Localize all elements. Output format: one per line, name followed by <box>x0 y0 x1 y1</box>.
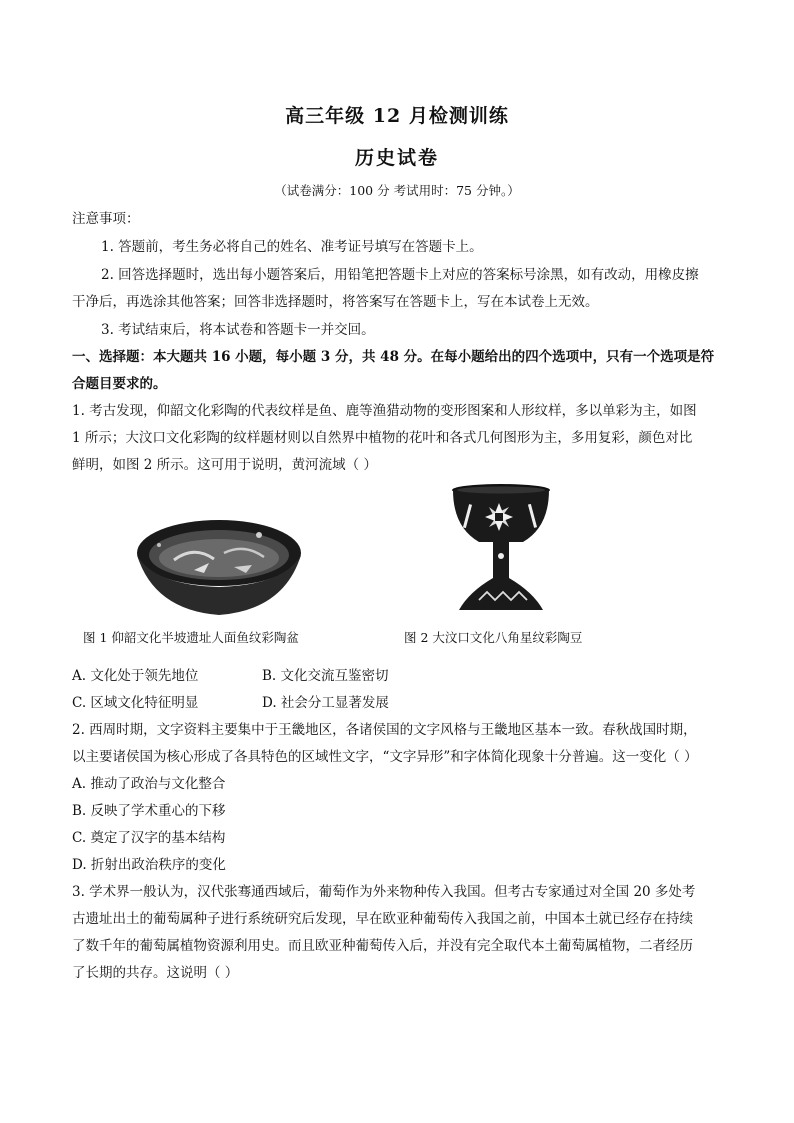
notice-heading: 注意事项： <box>72 211 140 227</box>
q2-text-line2: 以主要诸侯国为核心形成了各具特色的区域性文字，“文字异形”和字体简化现象十分普遍。这一变化（ ） <box>72 749 698 765</box>
q1-text-line1: 1. 考古发现，仰韶文化彩陶的代表纹样是鱼、鹿等渔猎动物的变形图案和人形纹样，多以单彩为主，如图 <box>72 403 697 419</box>
page-title: 高三年级 12 月检测训练 <box>285 105 509 127</box>
figure-2-caption: 图 2 大汶口文化八角星纹彩陶豆 <box>404 630 583 645</box>
q3-text-line1: 3. 学术界一般认为，汉代张骞通西域后，葡萄作为外来物种传入我国。但考古专家通过对全国 20 多处考 <box>72 884 696 900</box>
q2-option-d[interactable]: D. 折射出政治秩序的变化 <box>72 857 226 873</box>
notice-item-2a: 2. 回答选择题时，选出每小题答案后，用铅笔把答题卡上对应的答案标号涂黑，如有改动，用橡皮擦 <box>101 267 699 283</box>
notice-item-2b: 干净后，再选涂其他答案；回答非选择题时，将答案写在答题卡上，写在本试卷上无效。 <box>72 294 599 310</box>
section-heading-line1: 一、选择题：本大题共 16 小题，每小题 3 分，共 48 分。在每小题给出的四个选项中，只有一个选项是符 <box>72 349 715 365</box>
q2-option-b[interactable]: B. 反映了学术重心的下移 <box>72 803 226 819</box>
page-subtitle: 历史试卷 <box>354 147 439 169</box>
q1-option-a[interactable]: A. 文化处于领先地位 <box>72 668 199 684</box>
notice-item-1: 1. 答题前，考生务必将自己的姓名、准考证号填写在答题卡上。 <box>101 239 483 255</box>
q1-text-line3: 鲜明，如图 2 所示。这可用于说明，黄河流域（ ） <box>72 457 377 473</box>
q2-option-c[interactable]: C. 奠定了汉字的基本结构 <box>72 830 226 846</box>
figure-1-caption: 图 1 仰韶文化半坡遗址人面鱼纹彩陶盆 <box>83 630 299 645</box>
figure-1-pottery-basin <box>134 515 304 620</box>
q1-option-c[interactable]: C. 区域文化特征明显 <box>72 695 199 711</box>
q1-text-line2: 1 所示；大汶口文化彩陶的纹样题材则以自然界中植物的花叶和各式几何图形为主，多用复彩，颜色对比 <box>72 430 693 446</box>
notice-item-3: 3. 考试结束后，将本试卷和答题卡一并交回。 <box>101 322 375 338</box>
q1-option-b[interactable]: B. 文化交流互鉴密切 <box>262 668 389 684</box>
q2-text-line1: 2. 西周时期，文字资料主要集中于王畿地区，各诸侯国的文字风格与王畿地区基本一致。春秋战国时期， <box>72 722 697 738</box>
q2-option-a[interactable]: A. 推动了政治与文化整合 <box>72 776 226 792</box>
exam-meta: （试卷满分：100 分 考试用时：75 分钟。） <box>274 183 520 198</box>
q3-text-line3: 了数千年的葡萄属植物资源利用史。而且欧亚种葡萄传入后，并没有完全取代本土葡萄属植物，二者经历 <box>72 938 693 954</box>
q1-option-d[interactable]: D. 社会分工显著发展 <box>262 695 389 711</box>
section-heading-line2: 合题目要求的。 <box>72 376 167 392</box>
q3-text-line4: 了长期的共存。这说明（ ） <box>72 965 239 981</box>
q3-text-line2: 古遗址出土的葡萄属种子进行系统研究后发现，早在欧亚种葡萄传入我国之前，中国本土就已经存在持续 <box>72 911 693 927</box>
figure-2-pottery-dou <box>449 482 553 614</box>
